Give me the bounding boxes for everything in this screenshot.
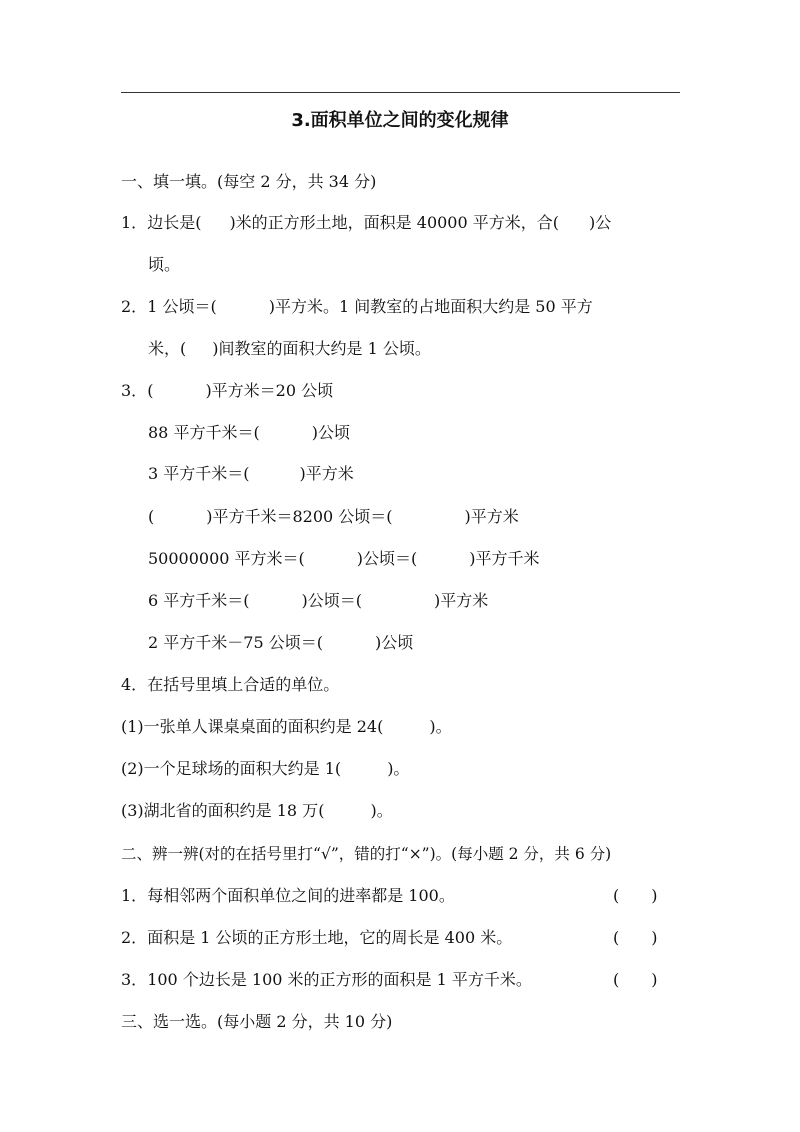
q2-label: 2． xyxy=(121,297,148,316)
q4-sub1: (1)一张单人课桌桌面的面积约是 24( )。 xyxy=(121,717,452,736)
judge-item-1: 1．每相邻两个面积单位之间的进率都是 100。 xyxy=(121,886,455,905)
q3-row2: 88 平方千米＝( )公顷 xyxy=(148,423,350,442)
section3-heading: 三、选一选。(每小题 2 分，共 10 分) xyxy=(121,1012,393,1031)
q3-row5: 50000000 平方米＝( )公顷＝( )平方千米 xyxy=(148,549,540,568)
judge-answer-2[interactable]: ( ) xyxy=(613,928,658,947)
judge-item-3: 3．100 个边长是 100 米的正方形的面积是 1 平方千米。 xyxy=(121,970,532,989)
section1-heading: 一、填一填。(每空 2 分，共 34 分) xyxy=(121,172,377,191)
q1-line1: 1．边长是( )米的正方形土地，面积是 40000 平方米，合( )公 xyxy=(121,213,612,232)
q3-row6: 6 平方千米＝( )公顷＝( )平方米 xyxy=(148,591,489,610)
header-rule xyxy=(121,92,680,93)
q1-line2: 顷。 xyxy=(148,255,181,274)
q4-sub3: (3)湖北省的面积约是 18 万( )。 xyxy=(121,801,393,820)
judge-answer-3[interactable]: ( ) xyxy=(613,970,658,989)
q1-label: 1． xyxy=(121,213,148,232)
q4-label: 4． xyxy=(121,675,148,694)
q2-line2: 米，( )间教室的面积大约是 1 公顷。 xyxy=(148,339,431,358)
q4-intro: 4．在括号里填上合适的单位。 xyxy=(121,675,340,694)
q3-row1: 3．( )平方米＝20 公顷 xyxy=(121,381,334,400)
q3-row7: 2 平方千米－75 公顷＝( )公顷 xyxy=(148,633,414,652)
q3-row4: ( )平方千米＝8200 公顷＝( )平方米 xyxy=(148,507,519,526)
q4-sub2: (2)一个足球场的面积大约是 1( )。 xyxy=(121,759,410,778)
q3-row3: 3 平方千米＝( )平方米 xyxy=(148,464,354,483)
judge-item-2: 2．面积是 1 公顷的正方形土地，它的周长是 400 米。 xyxy=(121,928,513,947)
q3-label: 3． xyxy=(121,381,148,400)
page-title: 3.面积单位之间的变化规律 xyxy=(291,110,509,131)
section2-heading: 二、辨一辨(对的在括号里打“√”，错的打“×”)。(每小题 2 分，共 6 分) xyxy=(121,845,612,863)
q2-line1: 2．1 公顷＝( )平方米。1 间教室的占地面积大约是 50 平方 xyxy=(121,297,593,316)
judge-answer-1[interactable]: ( ) xyxy=(613,886,658,905)
